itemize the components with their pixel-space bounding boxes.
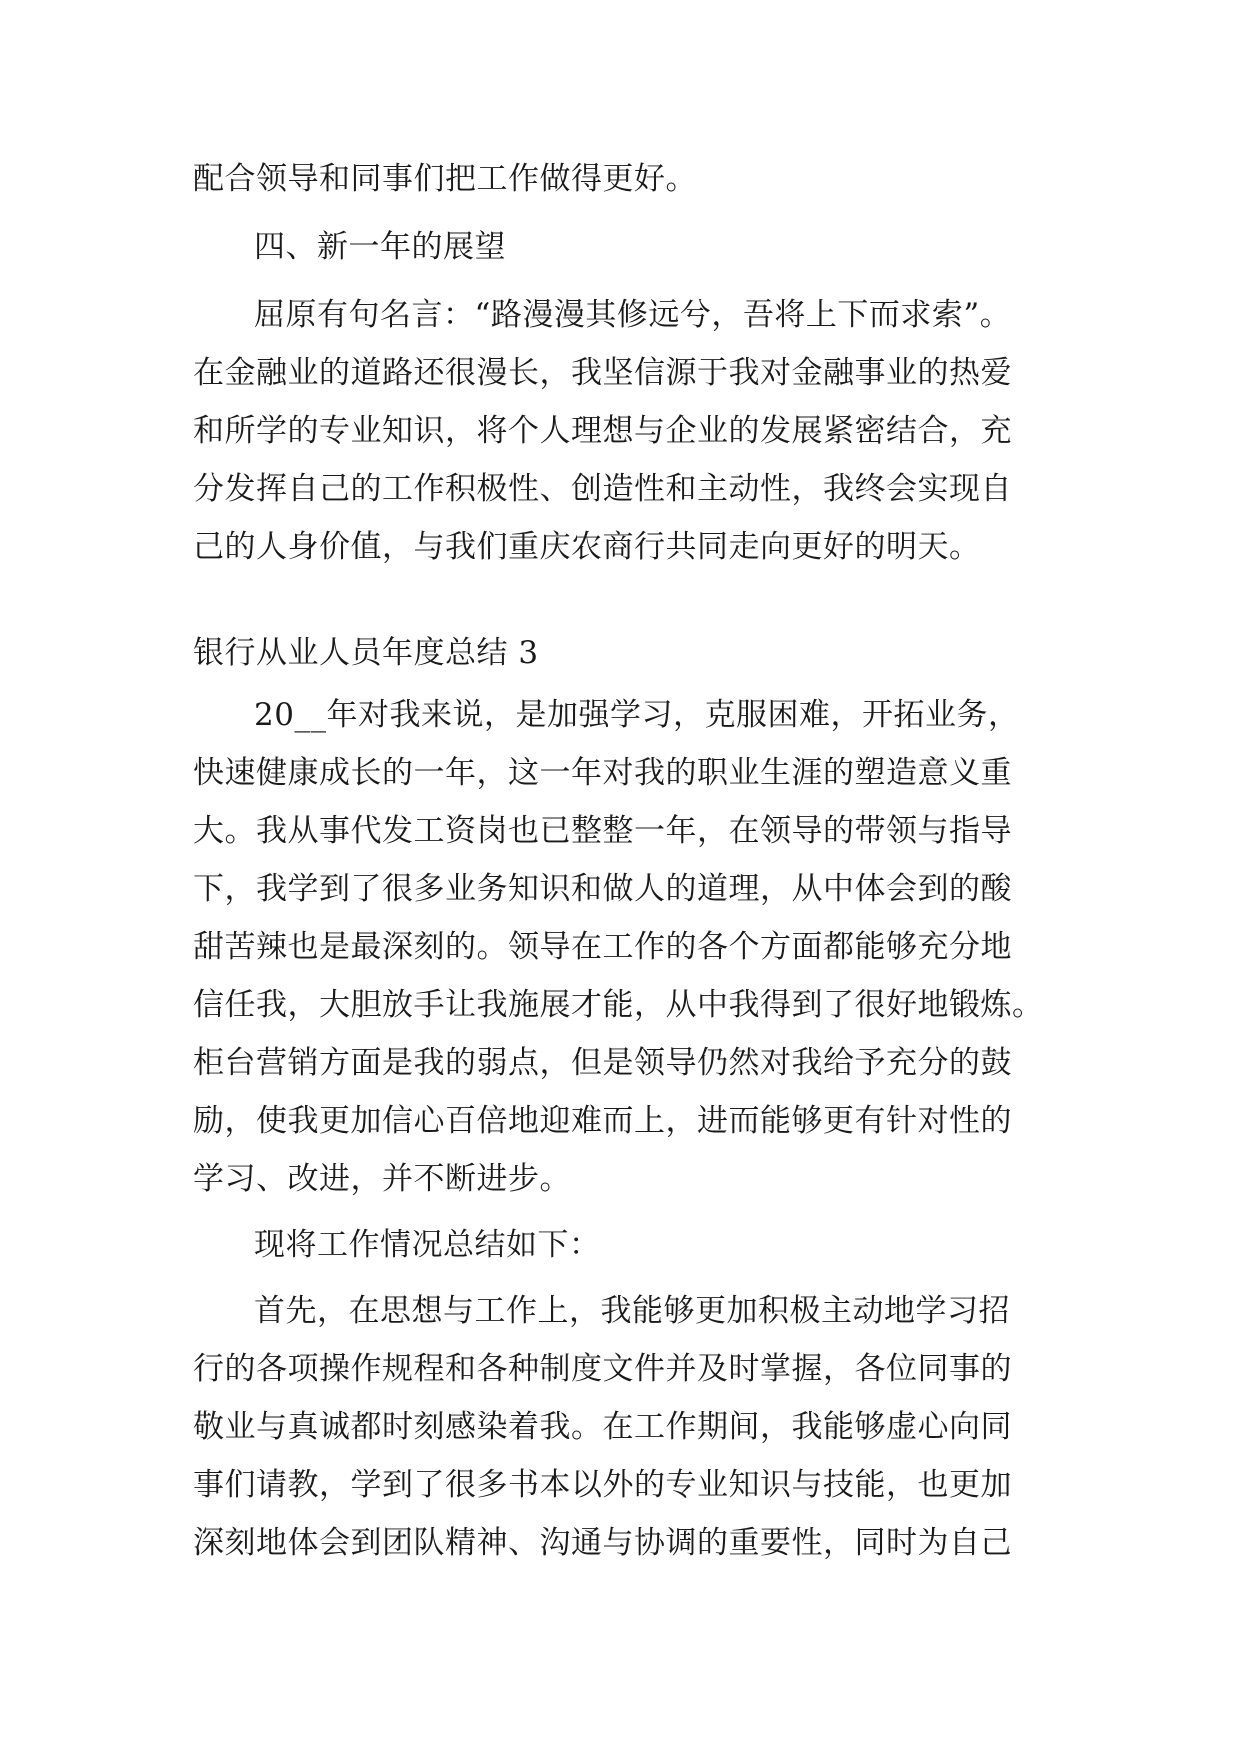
paragraph-line: 现将工作情况总结如下：: [254, 1227, 601, 1263]
paragraph-line: 20__年对我来说，是加强学习，克服困难，开拓业务，: [254, 697, 1020, 733]
section-heading: 四、新一年的展望: [254, 229, 506, 265]
paragraph-line: 敬业与真诚都时刻感染着我。在工作期间，我能够虚心向同: [193, 1409, 1012, 1445]
paragraph-line: 行的各项操作规程和各种制度文件并及时掌握，各位同事的: [193, 1351, 1012, 1387]
paragraph-line: 首先，在思想与工作上，我能够更加积极主动地学习招: [254, 1293, 1010, 1329]
paragraph-line: 大。我从事代发工资岗也已整整一年，在领导的带领与指导: [193, 813, 1012, 849]
paragraph-line: 快速健康成长的一年，这一年对我的职业生涯的塑造意义重: [193, 755, 1012, 791]
paragraph-line: 在金融业的道路还很漫长，我坚信源于我对金融事业的热爱: [193, 355, 1012, 391]
paragraph-line: 屈原有句名言：“路漫漫其修远兮，吾将上下而求索”。: [254, 297, 1012, 333]
document-title: 银行从业人员年度总结 3: [193, 635, 539, 671]
paragraph-line: 励，使我更加信心百倍地迎难而上，进而能够更有针对性的: [193, 1103, 1012, 1139]
paragraph-line: 信任我，大胆放手让我施展才能，从中我得到了很好地锻炼。: [193, 987, 1044, 1023]
paragraph-line: 柜台营销方面是我的弱点，但是领导仍然对我给予充分的鼓: [193, 1045, 1012, 1081]
paragraph-line: 深刻地体会到团队精神、沟通与协调的重要性，同时为自己: [193, 1525, 1012, 1561]
paragraph-line: 事们请教，学到了很多书本以外的专业知识与技能，也更加: [193, 1467, 1012, 1503]
paragraph-line: 学习、改进，并不断进步。: [193, 1161, 571, 1197]
paragraph-line: 甜苦辣也是最深刻的。领导在工作的各个方面都能够充分地: [193, 929, 1012, 965]
paragraph-line: 分发挥自己的工作积极性、创造性和主动性，我终会实现自: [193, 471, 1012, 507]
paragraph-line: 配合领导和同事们把工作做得更好。: [193, 161, 697, 197]
paragraph-line: 下，我学到了很多业务知识和做人的道理，从中体会到的酸: [193, 871, 1012, 907]
paragraph-line: 和所学的专业知识，将个人理想与企业的发展紧密结合，充: [193, 413, 1012, 449]
paragraph-line: 己的人身价值，与我们重庆农商行共同走向更好的明天。: [193, 529, 981, 565]
